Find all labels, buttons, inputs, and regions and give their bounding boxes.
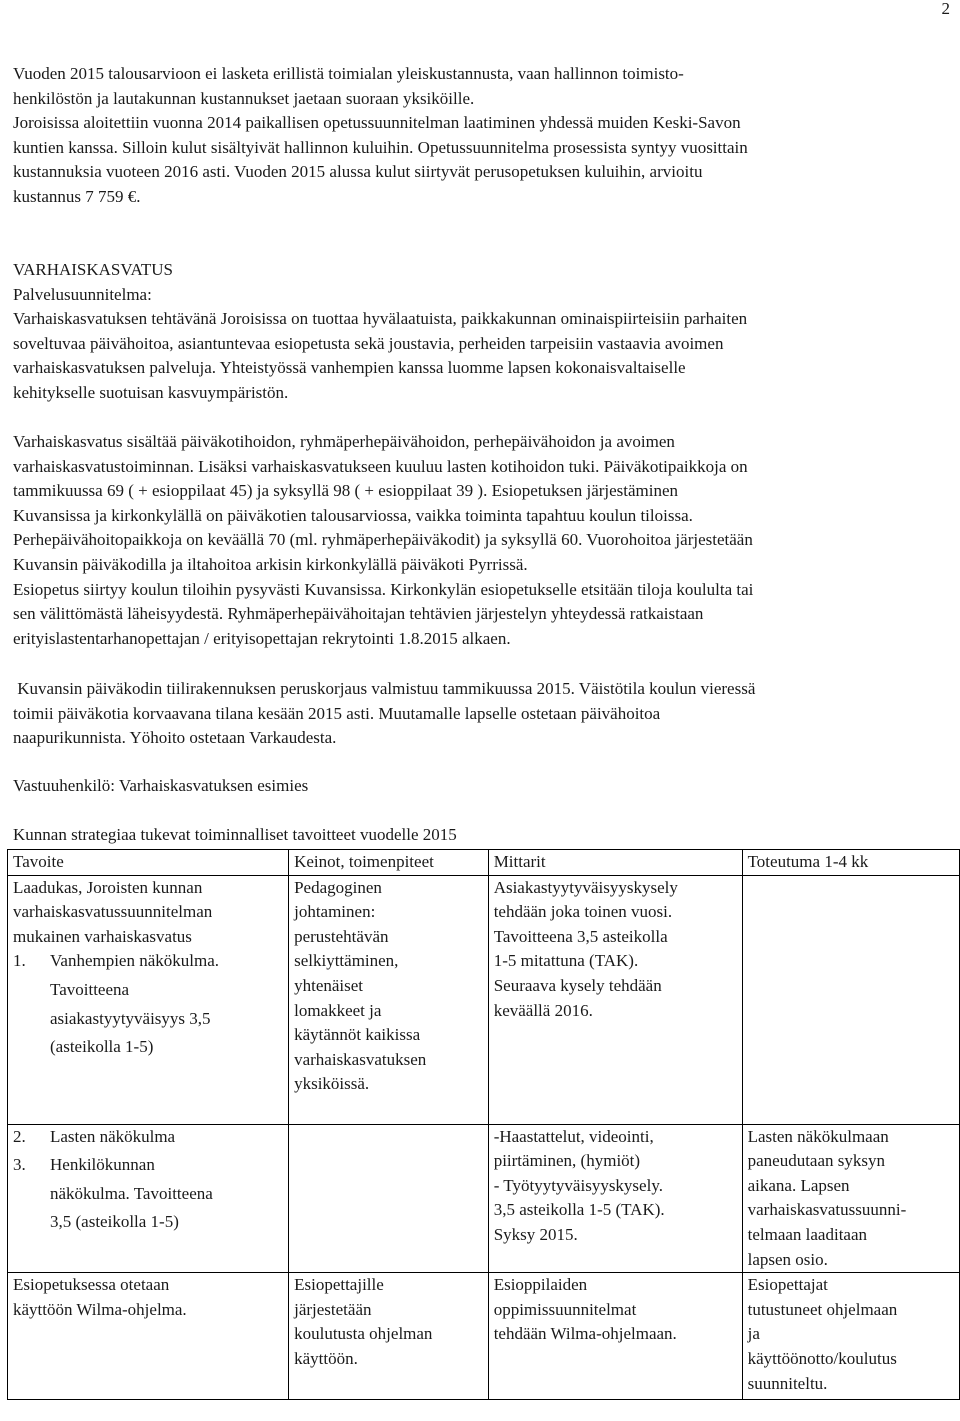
text-line: varhaiskasvatuksen palveluja. Yhteistyössä vanhempien kanssa luomme lapsen kokonaisvaltaiselle [13,358,686,378]
list-number: 3. [13,1155,26,1175]
cell-line: varhaiskasvatuksen [294,1049,427,1069]
column-header: Tavoite [8,850,289,876]
responsible-person [13,774,953,799]
text-line: naapurikunnista. Yöhoito ostetaan Varkaudesta. [13,728,337,748]
section-heading: VARHAISKASVATUS [13,260,173,279]
strategy-title [13,823,953,848]
table-cell [289,875,489,1124]
column-header: Keinot, toimenpiteet [289,850,489,876]
text-line: kuntien kanssa. Silloin kulut sisältyivät hallinnon kuluihin. Opetussuunnitelma prosessista syntyy vuosittain [13,137,748,157]
text-line: henkilöstön ja lautakunnan kustannukset jaetaan suoraan yksiköille. [13,88,475,108]
text-line: Joroisissa aloitettiin vuonna 2014 paikallisen opetussuunnitelman laatiminen yhdessä muiden Keski-Savon [13,113,741,133]
cell-line: käyttöönotto/koulutus [747,1348,897,1368]
list-number: 1. [13,951,26,971]
page-number: 2 [941,0,950,18]
cell-line: (asteikolla 1-5) [50,1037,154,1057]
cell-line: paneudutaan syksyn [747,1151,885,1171]
cell-line: varhaiskasvatussuunnitelman [13,902,213,922]
cell-line: Lasten näkökulmaan [747,1126,889,1146]
table-cell [488,875,742,1124]
text-line: Vastuuhenkilö: Varhaiskasvatuksen esimies [13,776,309,795]
cell-line: - Työtyytyväisyyskysely. [493,1175,663,1195]
column-header: Mittarit [488,850,742,876]
table-cell [742,1124,959,1273]
cell-line: näkökulma. Tavoitteena [50,1183,213,1203]
list-number: 2. [13,1126,26,1146]
table-cell [289,1273,489,1400]
cell-line: yhtenäiset [294,975,364,995]
table-cell [488,1124,742,1273]
intro-paragraph [13,62,953,210]
column-header: Toteutuma 1-4 kk [742,850,959,876]
table-row [8,1273,960,1400]
text-line: Esiopetus siirtyy koulun tiloihin pysyvästi Kuvansissa. Kirkonkylän esiopetukselle etsitään tiloja koululta tai [13,579,754,599]
cell-line: Esiopettajat [747,1275,828,1295]
text-line: Kuvansin päiväkodin tiilirakennuksen peruskorjaus valmistuu tammikuussa 2015. Väistötila koulun vieressä [13,679,756,698]
table-cell [8,875,289,1124]
table-row [8,1124,960,1273]
text-line: Varhaiskasvatus sisältää päiväkotihoidon, ryhmäperhepäivähoidon, perhepäivähoidon ja avoimen [13,432,675,451]
cell-line: varhaiskasvatussuunni- [747,1200,907,1220]
cell-line: ja [747,1324,760,1344]
cell-line: tutustuneet ohjelmaan [747,1299,898,1319]
cell-line: tehdään joka toinen vuosi. [493,902,673,922]
cell-text: Lasten näkökulma [50,1126,176,1146]
cell-line: keväällä 2016. [493,1000,593,1020]
cell-line [13,1125,283,1150]
cell-line [13,1153,283,1178]
cell-line: mukainen varhaiskasvatus [13,926,192,946]
table-cell [289,1124,489,1273]
text-line: Varhaiskasvatuksen tehtävänä Joroisissa on tuottaa hyvälaatuista, paikkakunnan ominaispiirteisiin parhaiten [13,309,748,329]
cell-line: 3,5 asteikolla 1-5 (TAK). [493,1200,665,1220]
cell-line: perustehtävän [294,926,389,946]
cell-line: Esioppilaiden [493,1275,588,1295]
table-cell [8,1273,289,1400]
table-cell [742,1273,959,1400]
cell-line: tehdään Wilma-ohjelmaan. [493,1324,677,1344]
text-line: varhaiskasvatustoiminnan. Lisäksi varhaiskasvatukseen kuuluu lasten kotihoidon tuki. Päiväkotipaikkoja on [13,456,748,476]
text-line: Kuvansissa ja kirkonkylällä on päiväkotien talousarviossa, vaikka toiminta tapahtuu koulun tiloissa. [13,505,693,525]
cell-line: Seuraava kysely tehdään [493,975,662,995]
text-line: tammikuussa 69 ( + esioppilaat 45) ja syksyllä 98 ( + esioppilaat 39 ). Esiopetuksen järjestäminen [13,481,679,501]
text-line: Kunnan strategiaa tukevat toiminnalliset tavoitteet vuodelle 2015 [13,825,457,844]
table-cell [488,1273,742,1400]
text-line: erityislastentarhanopettajan / erityisopettajan rekrytointi 1.8.2015 alkaen. [13,628,511,648]
cell-line: Esiopetuksessa otetaan [13,1275,170,1295]
cell-line: asiakastyytyväisyys 3,5 [50,1008,211,1028]
cell-line: suunniteltu. [747,1373,828,1393]
cell-line: Tavoitteena [50,979,130,999]
text-line: kehitykselle suotuisan kasvuympäristön. [13,382,289,402]
cell-line: johtaminen: [294,902,376,922]
varhaiskasvatus-section [13,258,953,406]
services-paragraph [13,430,953,651]
cell-line: Esiopettajille [294,1275,384,1295]
cell-line: käytännöt kaikissa [294,1025,421,1045]
table-row [8,875,960,1124]
cell-line: -Haastattelut, videointi, [493,1126,654,1146]
table-header-row [8,850,960,876]
text-line: soveltuvaa päivähoitoa, asiantuntevaa esiopetusta sekä joustavia, perheiden tarpeisiin vastaavia avoimen [13,333,724,353]
text-line: toimii päiväkotia korvaavana tilana kesään 2015 asti. Muutamalle lapselle ostetaan päivähoitoa [13,703,661,723]
cell-line: Asiakastyytyväisyyskysely [493,877,678,897]
cell-line: Syksy 2015. [493,1224,578,1244]
cell-line: käyttöön Wilma-ohjelma. [13,1299,187,1319]
cell-line: yksiköissä. [294,1074,370,1094]
table-cell [742,875,959,1124]
cell-line: lapsen osio. [747,1249,828,1269]
cell-line: telmaan laaditaan [747,1224,868,1244]
cell-text: Henkilökunnan [50,1155,155,1175]
cell-line: oppimissuunnitelmat [493,1299,637,1319]
cell-line: koulutusta ohjelman [294,1324,433,1344]
cell-line: 1-5 mitattuna (TAK). [493,951,639,971]
table-cell [8,1124,289,1273]
cell-line: lomakkeet ja [294,1000,382,1020]
cell-line: Pedagoginen [294,877,382,897]
cell-line [13,949,283,974]
cell-line: järjestetään [294,1299,372,1319]
cell-line: aikana. Lapsen [747,1175,850,1195]
cell-line: selkiyttäminen, [294,951,399,971]
cell-line: käyttöön. [294,1348,358,1368]
cell-text: Vanhempien näkökulma. [50,951,220,971]
text-line: sen välittömästä läheisyydestä. Ryhmäperhepäivähoitajan tehtävien järjestelyn yhteydessä ratkaistaan [13,604,704,624]
text-line: kustannus 7 759 €. [13,186,141,206]
cell-line: piirtäminen, (hymiöt) [493,1151,641,1171]
text-line: kustannuksia vuoteen 2016 asti. Vuoden 2015 alussa kulut siirtyvät perusopetuksen kuluihin, arvioitu [13,162,703,182]
text-line: Perhepäivähoitopaikkoja on keväällä 70 (ml. ryhmäperhepäiväkodit) ja syksyllä 60. Vuorohoitoa järjestetään [13,530,753,550]
text-line: Kuvansin päiväkodilla ja iltahoitoa arkisin kirkonkylällä päiväkoti Pyrrissä. [13,554,528,574]
cell-line: 3,5 (asteikolla 1-5) [50,1212,179,1232]
text-line: Vuoden 2015 talousarvioon ei lasketa erillistä toimialan yleiskustannusta, vaan hallinnon toimisto- [13,64,684,83]
kuvansi-paragraph [13,677,953,751]
goals-table [7,849,960,1400]
section-subheading: Palvelusuunnitelma: [13,284,152,304]
cell-line: Tavoitteena 3,5 asteikolla [493,926,668,946]
cell-line: Laadukas, Joroisten kunnan [13,877,203,897]
